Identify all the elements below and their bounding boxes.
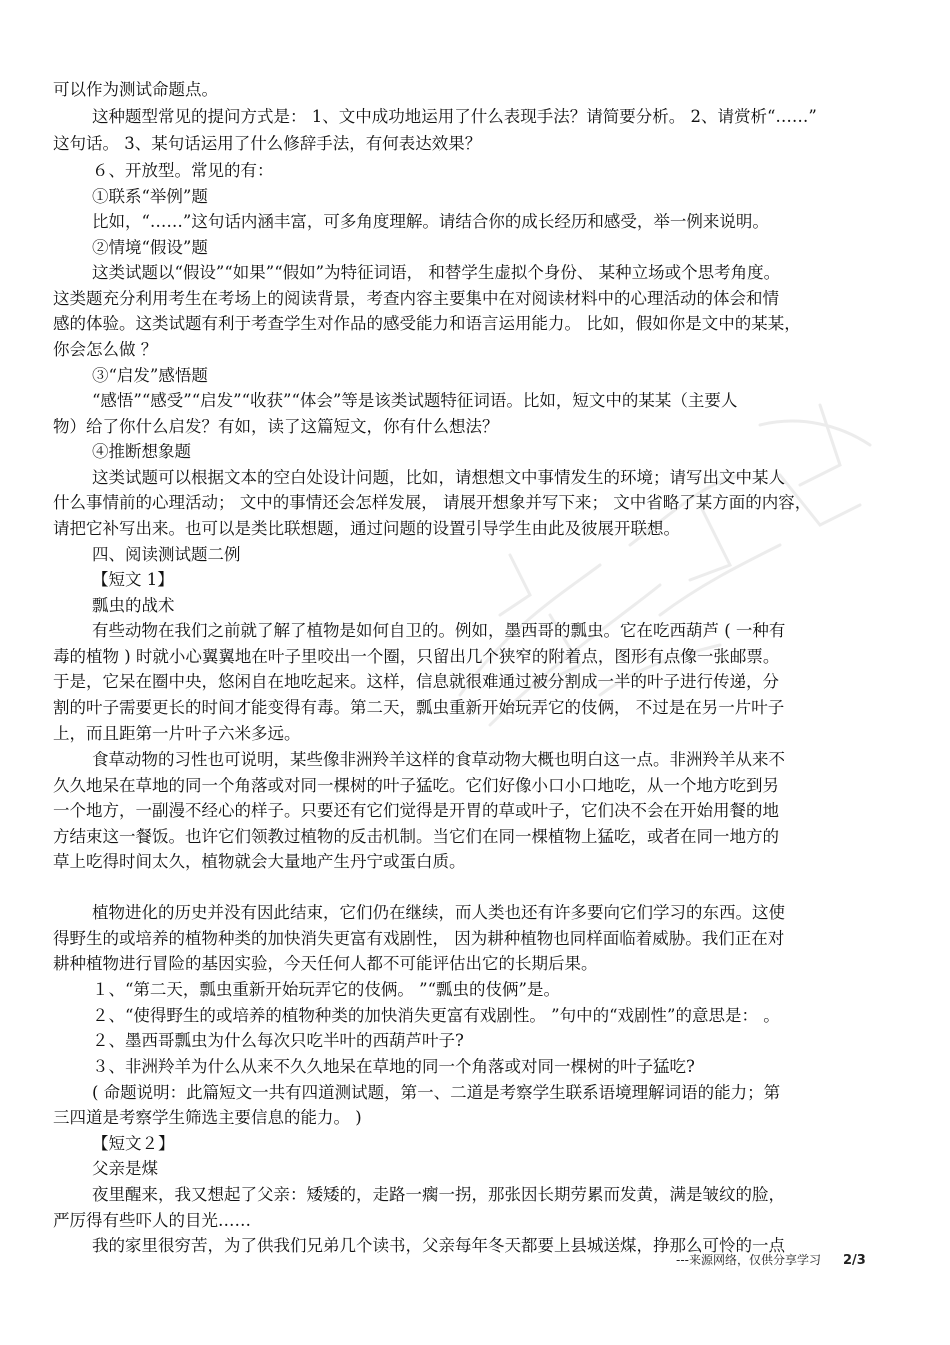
text-line: 方结束这一餐饭。也许它们领教过植物的反击机制。当它们在同一棵植物上猛吃，或者在同一地方的 bbox=[53, 827, 779, 846]
text-line: ②情境“假设”题 bbox=[92, 238, 208, 257]
text-line: 这种题型常见的提问方式是： 1、文中成功地运用了什么表现手法？请简要分析。 2、请赏析“……” bbox=[92, 107, 817, 126]
text-line: 夜里醒来，我又想起了父亲：矮矮的，走路一瘸一拐，那张因长期劳累而发黄，满是皱纹的脸， bbox=[92, 1185, 785, 1204]
text-line: 耕种植物进行冒险的基因实验，今天任何人都不可能评估出它的长期后果。 bbox=[53, 954, 598, 973]
text-line: １、“第二天，瓢虫重新开始玩弄它的伎俩。 ”“瓢虫的伎俩”是。 bbox=[92, 980, 560, 999]
text-line: “感悟”“感受”“启发”“收获”“体会”等是该类试题特征词语。比如，短文中的某某（主要人 bbox=[92, 391, 738, 410]
text-line: 一个地方，一副漫不经心的样子。只要还有它们觉得是开胃的草或叶子，它们决不会在开始用餐的地 bbox=[53, 801, 779, 820]
text-line: 物）给了你什么启发？有如，读了这篇短文，你有什么想法？ bbox=[53, 417, 499, 436]
text-line: 草上吃得时间太久，植物就会大量地产生丹宁或蛋白质。 bbox=[53, 852, 466, 871]
text-line: 三四道是考察学生筛选主要信息的能力。 ) bbox=[53, 1108, 362, 1127]
text-line: 毒的植物 ) 时就小心翼翼地在叶子里咬出一个圈，只留出几个狭窄的附着点，图形有点像一张邮票。 bbox=[53, 647, 780, 666]
text-line: 感的体验。这类试题有利于考查学生对作品的感受能力和语言运用能力。 比如，假如你是文中的某某， bbox=[53, 314, 801, 333]
text-line: 得野生的或培养的植物种类的加快消失更富有戏剧性， 因为耕种植物也同样面临着威胁。我们正在对 bbox=[53, 929, 785, 948]
text-line: 这类试题以“假设”“如果”“假如”为特征词语， 和替学生虚拟个身份、 某种立场或个思考角度。 bbox=[92, 263, 781, 282]
text-line: ①联系“举例”题 bbox=[92, 187, 208, 206]
text-line: ２、墨西哥瓢虫为什么每次只吃半叶的西葫芦叶子? bbox=[92, 1031, 464, 1050]
text-line: ( 命题说明：此篇短文一共有四道测试题，第一、二道是考察学生联系语境理解词语的能力；第 bbox=[92, 1083, 781, 1102]
footer-source: ---来源网络，仅供分享学习 bbox=[676, 1253, 821, 1267]
text-line: 我的家里很穷苦，为了供我们兄弟几个读书，父亲每年冬天都要上县城送煤，挣那么可怜的一点 bbox=[92, 1236, 785, 1255]
text-line: 请把它补写出来。也可以是类比联想题，通过问题的设置引导学生由此及彼展开联想。 bbox=[53, 519, 680, 538]
text-line: ６、开放型。常见的有： bbox=[92, 161, 274, 180]
text-line: 久久地呆在草地的同一个角落或对同一棵树的叶子猛吃。它们好像小口小口地吃，从一个地方吃到另 bbox=[53, 776, 779, 795]
text-line: ③“启发”感悟题 bbox=[92, 366, 208, 385]
text-line: 可以作为测试命题点。 bbox=[53, 80, 218, 99]
text-line: 什么事情前的心理活动； 文中的事情还会怎样发展， 请展开想象并写下来； 文中省略了某方面的内容， bbox=[53, 493, 812, 512]
text-line: 父亲是煤 bbox=[92, 1159, 158, 1178]
text-line: 于是，它呆在圈中央，悠闲自在地吃起来。这样，信息就很难通过被分割成一半的叶子进行传递，分 bbox=[53, 672, 779, 691]
text-line: 你会怎么做 ？ bbox=[53, 340, 158, 359]
text-line: ３、非洲羚羊为什么从来不久久地呆在草地的同一个角落或对同一棵树的叶子猛吃? bbox=[92, 1057, 695, 1076]
text-line: ２、“使得野生的或培养的植物种类的加快消失更富有戏剧性。 ”句中的“戏剧性”的意思是： 。 bbox=[92, 1006, 780, 1025]
text-line: 四、阅读测试题二例 bbox=[92, 545, 241, 564]
text-line: 瓢虫的战术 bbox=[92, 596, 175, 615]
text-line: 【短文 1】 bbox=[92, 570, 174, 589]
text-line: 严厉得有些吓人的目光…… bbox=[53, 1211, 251, 1230]
text-line: 有些动物在我们之前就了解了植物是如何自卫的。例如，墨西哥的瓢虫。它在吃西葫芦 ( 一种有 bbox=[92, 621, 786, 640]
text-line: 这类题充分利用考生在考场上的阅读背景，考查内容主要集中在对阅读材料中的心理活动的体会和情 bbox=[53, 289, 779, 308]
text-line: 比如，“……”这句话内涵丰富，可多角度理解。请结合你的成长经历和感受，举一例来说明。 bbox=[92, 212, 769, 231]
page-number: 2/3 bbox=[843, 1253, 866, 1268]
text-line: 上，而且距第一片叶子六米多远。 bbox=[53, 724, 301, 743]
page-footer bbox=[676, 1251, 866, 1268]
text-line: ④推断想象题 bbox=[92, 442, 191, 461]
text-line: 食草动物的习性也可说明，某些像非洲羚羊这样的食草动物大概也明白这一点。非洲羚羊从来不 bbox=[92, 750, 785, 769]
text-line: 植物进化的历史并没有因此结束，它们仍在继续，而人类也还有许多要向它们学习的东西。这使 bbox=[92, 903, 785, 922]
text-line: 【短文２】 bbox=[92, 1134, 175, 1153]
text-line: 割的叶子需要更长的时间才能变得有毒。第二天，瓢虫重新开始玩弄它的伎俩， 不过是在另一片叶子 bbox=[53, 698, 785, 717]
text-line: 这句话。 3、某句话运用了什么修辞手法，有何表达效果？ bbox=[53, 134, 482, 153]
text-line: 这类试题可以根据文本的空白处设计问题，比如，请想想文中事情发生的环境；请写出文中某人 bbox=[92, 468, 785, 487]
